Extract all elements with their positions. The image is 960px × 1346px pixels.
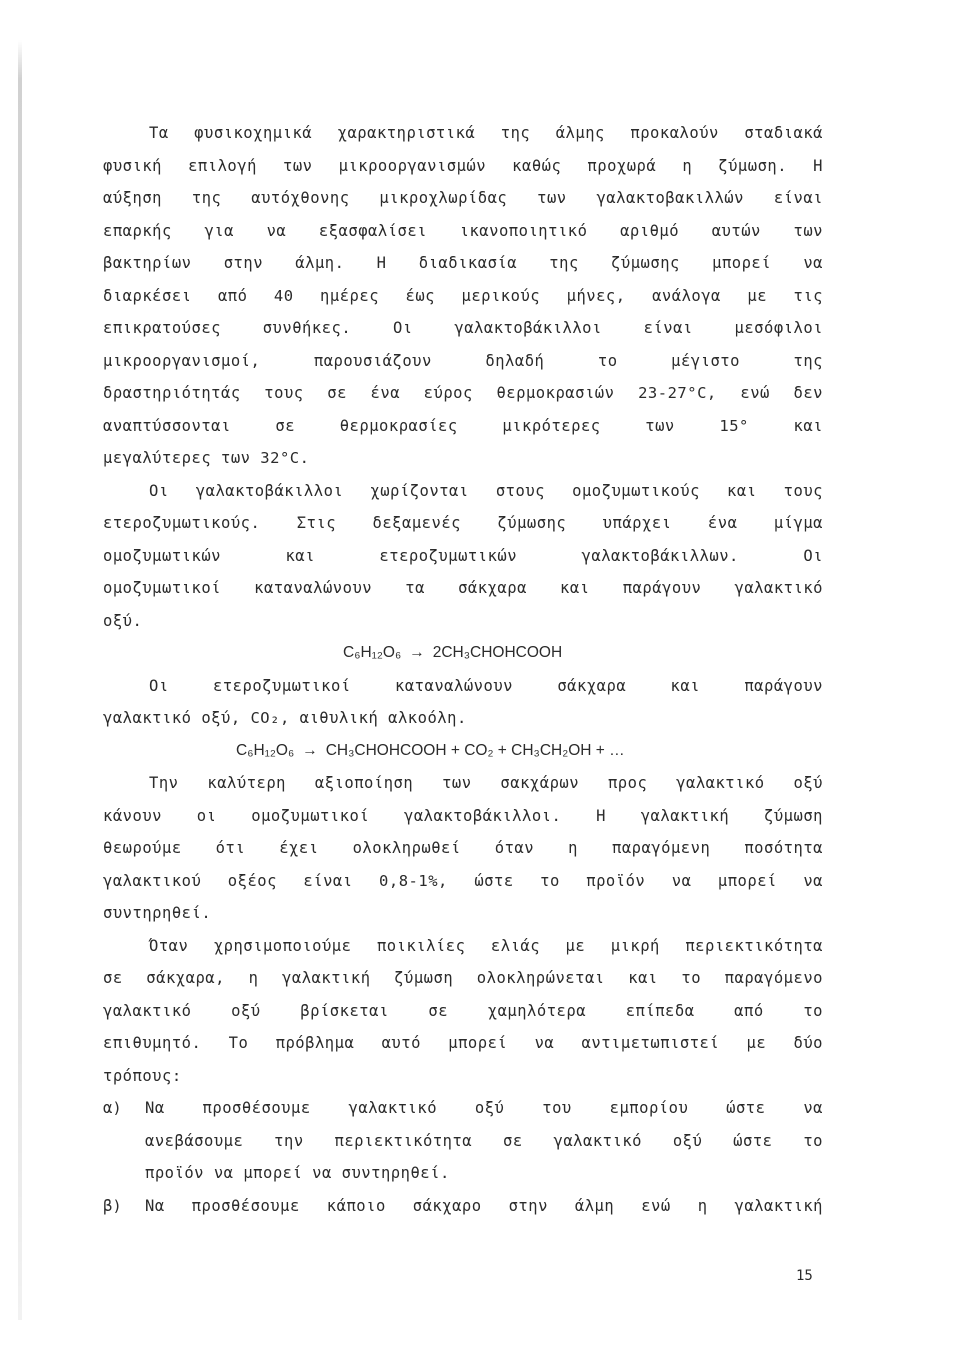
equation-reactant: C₆H₁₂O₆ [343,644,402,661]
text-line: ανεβάσουμε την περιεκτικότητα σε γαλακτικό οξύ ώστε το [145,1131,823,1150]
text-line: Όταν χρησιμοποιούμε ποικιλίες ελιάς με μικρή περιεκτικότητα [149,936,823,955]
reaction-arrow: → [302,741,318,759]
text-line: διαρκέσει από 40 ημέρες έως μερικούς μήνες, ανάλογα με τις [103,286,823,305]
text-line: Οι ετεροζυμωτικοί καταναλώνουν σάκχαρα και παράγουν [149,676,823,695]
text-line: επικρατούσες συνθήκες. Οι γαλακτοβάκιλλοι είναι μεσόφιλοι [103,319,823,337]
document-page [103,117,823,1222]
text-line: Τα φυσικοχημικά χαρακτηριστικά της άλμης προκαλούν σταδιακά [149,124,823,142]
text-line: ομοζυμωτικών και ετεροζυμωτικών γαλακτοβάκιλλων. Οι [103,546,823,565]
text-line: συντηρηθεί. [103,904,212,922]
list-item-b [103,1190,823,1223]
text-line: σε σάκχαρα, η γαλακτική ζύμωση ολοκληρώνεται και το παραγόμενο [103,969,823,987]
equation-product: CH₃CHOHCOOH + CO₂ + CH₃CH₂OH + … [325,741,625,759]
text-line: προϊόν να μπορεί να συντηρηθεί. [145,1164,450,1182]
text-line: γαλακτικό οξύ, CO₂, αιθυλική αλκοόλη. [103,709,467,727]
list-marker: β) [103,1196,122,1215]
text-line: θεωρούμε ότι έχει ολοκληρωθεί όταν η παραγόμενη ποσότητα [103,839,823,857]
text-line: αναπτύσσονται σε θερμοκρασίες μικρότερες των 15° και [103,416,823,435]
text-line: βακτηρίων στην άλμη. Η διαδικασία της ζύμωσης μπορεί να [103,254,823,272]
chemical-equation-heterofermentative [103,735,823,768]
text-line: αύξηση της αυτόχθονης μικροχλωρίδας των γαλακτοβακιλλών είναι [103,189,823,207]
equation-product: 2CH₃CHOHCOOH [432,644,563,661]
text-line: μικροοργανισμοί, παρουσιάζουν δηλαδή το μέγιστο της [103,351,823,370]
text-line: Οι γαλακτοβάκιλλοι χωρίζονται στους ομοζυμωτικούς και τους [149,481,823,500]
list-marker: α) [103,1099,122,1117]
text-line: ετεροζυμωτικούς. Στις δεξαμενές ζύμωσης υπάρχει ένα μίγμα [103,514,823,532]
equation-reactant: C₆H₁₂O₆ [236,741,295,759]
text-line: δραστηριότητάς τους σε ένα εύρος θερμοκρασιών 23-27°C, ενώ δεν [103,384,823,402]
text-line: επαρκής για να εξασφαλίσει ικανοποιητικό αριθμό αυτών των [103,221,823,240]
reaction-arrow: → [409,644,425,661]
text-line: οξύ. [103,611,143,630]
text-line: Την καλύτερη αξιοποίηση των σακχάρων προς γαλακτικό οξύ [149,774,823,792]
text-line: γαλακτικού οξέος είναι 0,8-1%, ώστε το προϊόν να μπορεί να [103,871,823,890]
text-line: φυσική επιλογή των μικροοργανισμών καθώς προχωρά η ζύμωση. Η [103,156,823,175]
text-line: Να προσθέσουμε γαλακτικό οξύ του εμπορίου ώστε να [145,1099,823,1117]
text-line: γαλακτικό οξύ βρίσκεται σε χαμηλότερα επίπεδα από το [103,1001,823,1020]
binding-shadow [18,40,22,1320]
text-line: τρόπους: [103,1066,182,1085]
chemical-equation-homofermentative [103,637,823,670]
text-line: μεγαλύτερες των 32°C. [103,449,310,467]
page-number: 15 [796,1268,813,1284]
text-line: ομοζυμωτικοί καταναλώνουν τα σάκχαρα και παράγουν γαλακτικό [103,579,823,597]
text-line: επιθυμητό. Το πρόβλημα αυτό μπορεί να αντιμετωπιστεί με δύο [103,1034,823,1052]
text-line: Να προσθέσουμε κάποιο σάκχαρο στην άλμη ενώ η γαλακτική [145,1196,823,1215]
list-item-a [103,1092,823,1190]
text-line: κάνουν οι ομοζυμωτικοί γαλακτοβάκιλλοι. Η γαλακτική ζύμωση [103,806,823,825]
